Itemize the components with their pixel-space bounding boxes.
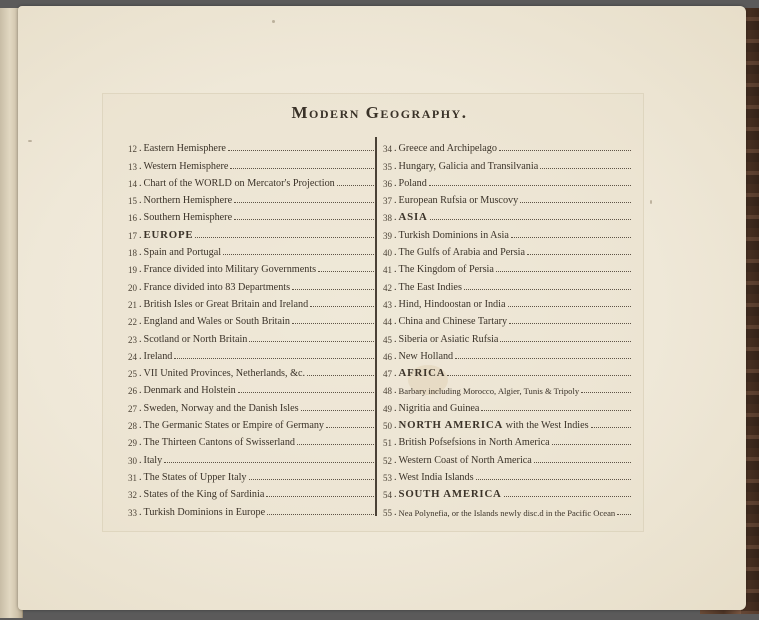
dotted-leader — [238, 392, 374, 393]
paper-speck — [28, 140, 32, 142]
number-dot: . — [394, 489, 397, 501]
contents-entry — [383, 396, 631, 413]
plate-title: Eastern Hemisphere — [143, 143, 226, 155]
plate-number: 23 — [128, 334, 137, 345]
dotted-leader — [337, 185, 374, 186]
plate-number: 18 — [128, 248, 137, 259]
contents-entry — [128, 275, 374, 292]
contents-entry — [128, 448, 374, 465]
plate-title: France divided into 83 Departments — [143, 281, 291, 293]
number-dot: . — [139, 350, 142, 362]
plate-number: 52 — [383, 455, 392, 466]
plate-title: Western Hemisphere — [143, 160, 229, 172]
contents-entry — [383, 293, 631, 310]
contents-list-right — [383, 137, 631, 518]
number-dot: . — [139, 195, 142, 207]
contents-entry — [128, 414, 374, 431]
dotted-leader — [164, 462, 374, 463]
dotted-leader — [234, 219, 374, 220]
contents-entry — [383, 258, 631, 275]
dotted-leader — [520, 202, 631, 203]
plate-title: China and Chinese Tartary — [398, 316, 508, 328]
plate-number: 38 — [383, 213, 392, 224]
plate-number: 43 — [383, 299, 392, 310]
dotted-leader — [249, 479, 374, 480]
dotted-leader — [511, 237, 631, 238]
plate-title: Greece and Archipelago — [398, 143, 497, 155]
plate-number: 55 — [383, 507, 392, 518]
plate-title: Southern Hemisphere — [143, 212, 233, 224]
dotted-leader — [552, 444, 631, 445]
dotted-leader — [464, 289, 631, 290]
dotted-leader — [307, 375, 374, 376]
plate-title: Scotland or North Britain — [143, 333, 248, 345]
dotted-leader — [534, 462, 631, 463]
dotted-leader — [301, 410, 374, 411]
contents-entry — [128, 345, 374, 362]
plate-number: 50 — [383, 421, 392, 432]
plate-title: The Germanic States or Empire of Germany — [143, 420, 325, 432]
contents-entry — [128, 379, 374, 396]
dotted-leader — [496, 271, 631, 272]
plate-title: Siberia or Asiatic Rufsia — [398, 333, 499, 345]
plate-title: France divided into Military Governments — [143, 264, 317, 276]
number-dot: . — [394, 229, 397, 241]
dotted-leader — [318, 271, 374, 272]
number-dot: . — [394, 298, 397, 310]
contents-entry — [128, 327, 374, 344]
number-dot: . — [394, 281, 397, 293]
number-dot: . — [394, 368, 397, 380]
plate-number: 36 — [383, 178, 392, 189]
plate-number: 16 — [128, 213, 137, 224]
number-dot: . — [394, 212, 397, 224]
plate-number: 35 — [383, 161, 392, 172]
contents-entry — [128, 223, 374, 240]
number-dot: . — [139, 420, 142, 432]
plate-number: 17 — [128, 230, 137, 241]
number-dot: . — [394, 160, 397, 172]
number-dot: . — [139, 264, 142, 276]
dotted-leader — [223, 254, 374, 255]
plate-number: 46 — [383, 351, 392, 362]
plate-title: Turkish Dominions in Asia — [398, 229, 509, 241]
contents-entry — [383, 241, 631, 258]
number-dot: . — [394, 195, 397, 207]
dotted-leader — [540, 168, 631, 169]
contents-entry — [128, 172, 374, 189]
contents-entry — [383, 431, 631, 448]
number-dot: . — [139, 333, 142, 345]
plate-number: 19 — [128, 265, 137, 276]
paper-speck — [650, 200, 652, 204]
contents-entry — [383, 172, 631, 189]
number-dot: . — [139, 177, 142, 189]
plate-number: 34 — [383, 144, 392, 155]
contents-entry — [383, 362, 631, 379]
plate-number: 20 — [128, 282, 137, 293]
dotted-leader — [249, 341, 374, 342]
dotted-leader — [174, 358, 374, 359]
contents-entry — [128, 258, 374, 275]
contents-entry — [128, 483, 374, 500]
number-dot: . — [394, 420, 397, 432]
plate-number: 25 — [128, 369, 137, 380]
contents-entry — [383, 500, 631, 517]
dotted-leader — [429, 185, 631, 186]
number-dot: . — [394, 402, 397, 414]
plate-title: Barbary including Morocco, Algier, Tunis & Tripoly — [398, 386, 580, 397]
plate-number: 47 — [383, 369, 392, 380]
plate-title: AFRICA — [398, 367, 446, 380]
plate-number: 51 — [383, 438, 392, 449]
dotted-leader — [476, 479, 631, 480]
number-dot: . — [394, 247, 397, 259]
plate-number: 42 — [383, 282, 392, 293]
number-dot: . — [139, 437, 142, 449]
plate-title: Nea Polynefia, or the Islands newly disc.d in the Pacific Ocean — [398, 507, 616, 518]
number-dot: . — [139, 247, 142, 259]
number-dot: . — [139, 143, 142, 155]
dotted-leader — [292, 289, 374, 290]
contents-entry — [128, 154, 374, 171]
number-dot: . — [139, 298, 142, 310]
number-dot: . — [394, 454, 397, 466]
dotted-leader — [447, 375, 631, 376]
number-dot: . — [394, 177, 397, 189]
dotted-leader — [195, 237, 374, 238]
plate-number: 49 — [383, 403, 392, 414]
plate-number: 31 — [128, 472, 137, 483]
dotted-leader — [581, 392, 631, 393]
plate-title: EUROPE — [143, 228, 194, 241]
plate-title: New Holland — [398, 350, 454, 362]
plate-title: ASIA — [398, 211, 428, 224]
dotted-leader — [234, 202, 374, 203]
plate-title: The States of Upper Italy — [143, 471, 247, 483]
plate-title: Hungary, Galicia and Transilvania — [398, 160, 539, 172]
plate-number: 37 — [383, 196, 392, 207]
plate-number: 33 — [128, 507, 137, 518]
plate-title: Italy — [143, 454, 163, 466]
number-dot: . — [394, 143, 397, 155]
plate-number: 14 — [128, 178, 137, 189]
dotted-leader — [617, 514, 631, 515]
number-dot: . — [139, 368, 142, 380]
dotted-leader — [499, 150, 631, 151]
dotted-leader — [228, 150, 374, 151]
plate-title: SOUTH AMERICA — [398, 488, 502, 501]
contents-entry — [383, 137, 631, 154]
plate-title: Hind, Hindoostan or India — [398, 298, 506, 310]
contents-entry — [383, 448, 631, 465]
plate-title: British Pofsefsions in North America — [398, 437, 550, 449]
number-dot: . — [139, 402, 142, 414]
contents-entry — [383, 189, 631, 206]
column-divider — [375, 137, 377, 516]
dotted-leader — [591, 427, 631, 428]
dotted-leader — [230, 168, 374, 169]
paper-speck — [272, 20, 275, 23]
plate-number: 12 — [128, 144, 137, 155]
contents-entry — [128, 466, 374, 483]
contents-entry — [128, 310, 374, 327]
contents-entry — [383, 206, 631, 223]
contents-entry — [128, 396, 374, 413]
number-dot: . — [139, 316, 142, 328]
plate-number: 53 — [383, 472, 392, 483]
number-dot: . — [139, 212, 142, 224]
contents-entry — [128, 241, 374, 258]
number-dot: . — [139, 385, 142, 397]
plate-title: Northern Hemisphere — [143, 195, 233, 207]
plate-number: 29 — [128, 438, 137, 449]
dotted-leader — [509, 323, 631, 324]
dotted-leader — [508, 306, 631, 307]
plate-title: West India Islands — [398, 471, 474, 483]
plate-title: NORTH AMERICA with the West Indies — [398, 419, 589, 432]
contents-entry — [383, 275, 631, 292]
dotted-leader — [430, 219, 631, 220]
plate-title: The East Indies — [398, 281, 462, 293]
page-title: Modern Geography. — [291, 103, 468, 122]
number-dot: . — [139, 160, 142, 172]
contents-entry — [128, 206, 374, 223]
plate-number: 21 — [128, 299, 137, 310]
plate-title: Chart of the WORLD on Mercator's Projection — [143, 177, 335, 189]
number-dot: . — [139, 489, 142, 501]
contents-entry — [383, 154, 631, 171]
plate-number: 39 — [383, 230, 392, 241]
plate-number: 32 — [128, 490, 137, 501]
plate-number: 27 — [128, 403, 137, 414]
contents-entry — [383, 345, 631, 362]
dotted-leader — [326, 427, 374, 428]
contents-entry — [128, 293, 374, 310]
plate-title: England and Wales or South Britain — [143, 316, 290, 328]
number-dot: . — [394, 350, 397, 362]
plate-number: 26 — [128, 386, 137, 397]
contents-entry — [383, 327, 631, 344]
contents-entry — [383, 466, 631, 483]
contents-entry — [128, 362, 374, 379]
number-dot: . — [139, 454, 142, 466]
plate-number: 48 — [383, 386, 392, 397]
dotted-leader — [267, 514, 374, 515]
dotted-leader — [500, 341, 631, 342]
plate-number: 15 — [128, 196, 137, 207]
plate-title: Spain and Portugal — [143, 247, 222, 259]
dotted-leader — [292, 323, 374, 324]
plate-number: 13 — [128, 161, 137, 172]
number-dot: . — [394, 471, 397, 483]
plate-title: Poland — [398, 177, 427, 189]
plate-number: 44 — [383, 317, 392, 328]
plate-number: 54 — [383, 490, 392, 501]
dotted-leader — [310, 306, 374, 307]
plate-title: The Gulfs of Arabia and Persia — [398, 247, 526, 259]
dotted-leader — [266, 496, 374, 497]
plate-title: Sweden, Norway and the Danish Isles — [143, 402, 299, 414]
number-dot: . — [394, 506, 397, 518]
contents-entry — [383, 223, 631, 240]
plate-number: 30 — [128, 455, 137, 466]
contents-entry — [128, 137, 374, 154]
plate-title: The Kingdom of Persia — [398, 264, 494, 276]
plate-title: VII United Provinces, Netherlands, &c. — [143, 368, 306, 380]
contents-entry — [128, 189, 374, 206]
contents-list-left — [128, 137, 374, 518]
plate-title: Western Coast of North America — [398, 454, 532, 466]
plate-number: 28 — [128, 421, 137, 432]
plate-title: The Thirteen Cantons of Swisserland — [143, 437, 296, 449]
contents-entry — [128, 500, 374, 517]
number-dot: . — [139, 281, 142, 293]
plate-title: Ireland — [143, 350, 173, 362]
contents-entry — [383, 310, 631, 327]
number-dot: . — [139, 229, 142, 241]
plate-title: Nigritia and Guinea — [398, 402, 480, 414]
dotted-leader — [297, 444, 374, 445]
dotted-leader — [504, 496, 631, 497]
plate-number: 41 — [383, 265, 392, 276]
number-dot: . — [394, 437, 397, 449]
plate-title: European Rufsia or Muscovy — [398, 195, 519, 207]
number-dot: . — [139, 506, 142, 518]
number-dot: . — [139, 471, 142, 483]
plate-title: Denmark and Holstein — [143, 385, 236, 397]
plate-title: British Isles or Great Britain and Ireland — [143, 298, 309, 310]
plate-title: States of the King of Sardinia — [143, 489, 265, 501]
plate-title: Turkish Dominions in Europe — [143, 506, 266, 518]
dotted-leader — [455, 358, 631, 359]
number-dot: . — [394, 385, 397, 397]
contents-entry — [383, 414, 631, 431]
dotted-leader — [527, 254, 631, 255]
contents-entry — [383, 483, 631, 500]
number-dot: . — [394, 264, 397, 276]
contents-entry — [128, 431, 374, 448]
dotted-leader — [481, 410, 631, 411]
plate-number: 45 — [383, 334, 392, 345]
number-dot: . — [394, 333, 397, 345]
contents-entry — [383, 379, 631, 396]
plate-number: 40 — [383, 248, 392, 259]
plate-number: 24 — [128, 351, 137, 362]
number-dot: . — [394, 316, 397, 328]
plate-number: 22 — [128, 317, 137, 328]
